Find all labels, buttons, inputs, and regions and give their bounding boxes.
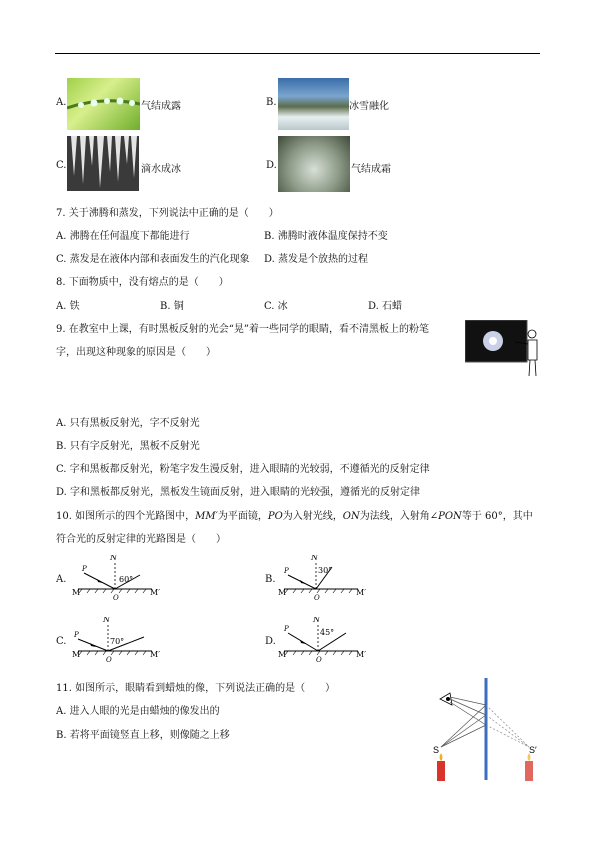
angle-label-b: 30° xyxy=(318,566,333,575)
label-n: N xyxy=(311,555,318,562)
q9-option-b: B. 只有字反射光，黑板不反射光 xyxy=(56,441,200,452)
dew-photo xyxy=(67,78,140,130)
header-rule xyxy=(55,53,540,54)
q6-option-d-text: 气结成霜 xyxy=(351,164,391,175)
label-sprime: S′ xyxy=(529,745,537,755)
label-s: S xyxy=(433,745,440,755)
q7-option-c: C. 蒸发是在液体内部和表面发生的汽化现象 xyxy=(56,254,250,265)
q9-stem-line1: 9. 在教室中上课，有时黑板反射的光会“晃”着一些同学的眼睛，看不清黑板上的粉笔 xyxy=(56,324,429,335)
q11-stem: 11. 如图所示，眼睛看到蜡烛的像，下列说法正确的是（ ） xyxy=(56,683,336,694)
candle-icon xyxy=(437,761,445,781)
label-o: O xyxy=(314,594,320,600)
label-p: P xyxy=(74,631,79,639)
q6-option-b-text: 冰雪融化 xyxy=(349,101,389,112)
q7-option-a: A. 沸腾在任何温度下都能进行 xyxy=(56,231,190,242)
q10-stem-line2: 符合光的反射定律的光路图是（ ） xyxy=(56,534,226,545)
q10-diagram-b xyxy=(276,555,366,600)
label-m: M xyxy=(72,650,81,659)
icicle-photo xyxy=(67,136,139,191)
q8-option-d: D. 石蜡 xyxy=(368,301,403,312)
q10-diagram-a xyxy=(70,555,160,600)
snow-melt-photo xyxy=(278,78,349,130)
label-m: M xyxy=(278,588,287,597)
q9-stem-line2: 字，出现这种现象的原因是（ ） xyxy=(56,347,216,358)
angle-label-a: 60° xyxy=(119,575,134,584)
q9-option-c: C. 字和黑板都反射光，粉笔字发生漫反射，进入眼睛的光较弱，不遵循光的反射定律 xyxy=(56,464,430,475)
q10-diagram-c xyxy=(70,617,160,662)
q10-option-a-letter: A. xyxy=(56,574,67,585)
q10-option-b-letter: B. xyxy=(265,574,276,585)
angle-label-c: 70° xyxy=(110,637,125,646)
label-m: M xyxy=(72,588,81,597)
q9-option-a: A. 只有黑板反射光，字不反射光 xyxy=(56,418,200,429)
label-o: O xyxy=(113,594,119,600)
label-p: P xyxy=(82,565,87,573)
q6-option-c-text: 滴水成冰 xyxy=(141,164,181,175)
label-mprime: M′ xyxy=(150,650,160,659)
mirror-candle-diagram xyxy=(428,675,543,785)
q8-stem: 8. 下面物质中，没有熔点的是（ ） xyxy=(56,277,229,288)
q7-option-d: D. 蒸发是个放热的过程 xyxy=(264,254,369,265)
angle-label-d: 45° xyxy=(320,628,335,637)
q8-option-b: B. 铜 xyxy=(160,301,184,312)
q6-option-a-text: 气结成露 xyxy=(141,101,181,112)
q7-option-b: B. 沸腾时液体温度保持不变 xyxy=(264,231,388,242)
label-mprime: M′ xyxy=(356,650,366,659)
q10-stem-line1: 10. 如图所示的四个光路图中，MM′为平面镜，PO为入射光线，ON为法线，入射角∠PON等于 60°，其中 xyxy=(56,511,533,522)
candle-image-icon xyxy=(525,761,533,781)
q8-option-c: C. 冰 xyxy=(264,301,288,312)
label-o: O xyxy=(106,656,112,662)
label-n: N xyxy=(110,555,117,562)
label-p: P xyxy=(284,567,289,575)
q10-diagram-d xyxy=(276,617,366,662)
q6-option-b-letter: B. xyxy=(266,97,277,108)
label-n: N xyxy=(103,617,110,624)
q6-option-d-letter: D. xyxy=(266,160,277,171)
blackboard-teacher-picture xyxy=(465,320,543,380)
label-m: M xyxy=(278,650,287,659)
q6-option-a-letter: A. xyxy=(56,97,67,108)
q6-option-c-letter: C. xyxy=(56,160,67,171)
q10-option-d-letter: D. xyxy=(265,636,276,647)
label-n: N xyxy=(313,617,320,624)
q9-option-d: D. 字和黑板都反射光，黑板发生镜面反射，进入眼睛的光较强，遵循光的反射定律 xyxy=(56,487,421,498)
frost-photo xyxy=(278,136,350,192)
label-mprime: M′ xyxy=(356,588,366,597)
q7-stem: 7. 关于沸腾和蒸发，下列说法中正确的是（ ） xyxy=(56,208,279,219)
q10-option-c-letter: C. xyxy=(56,636,67,647)
q11-option-b: B. 若将平面镜竖直上移，则像随之上移 xyxy=(56,730,230,741)
label-p: P xyxy=(284,625,289,633)
q8-option-a: A. 铁 xyxy=(56,301,80,312)
label-mprime: M′ xyxy=(150,588,160,597)
label-o: O xyxy=(316,656,322,662)
q11-option-a: A. 进入人眼的光是由蜡烛的像发出的 xyxy=(56,706,220,717)
